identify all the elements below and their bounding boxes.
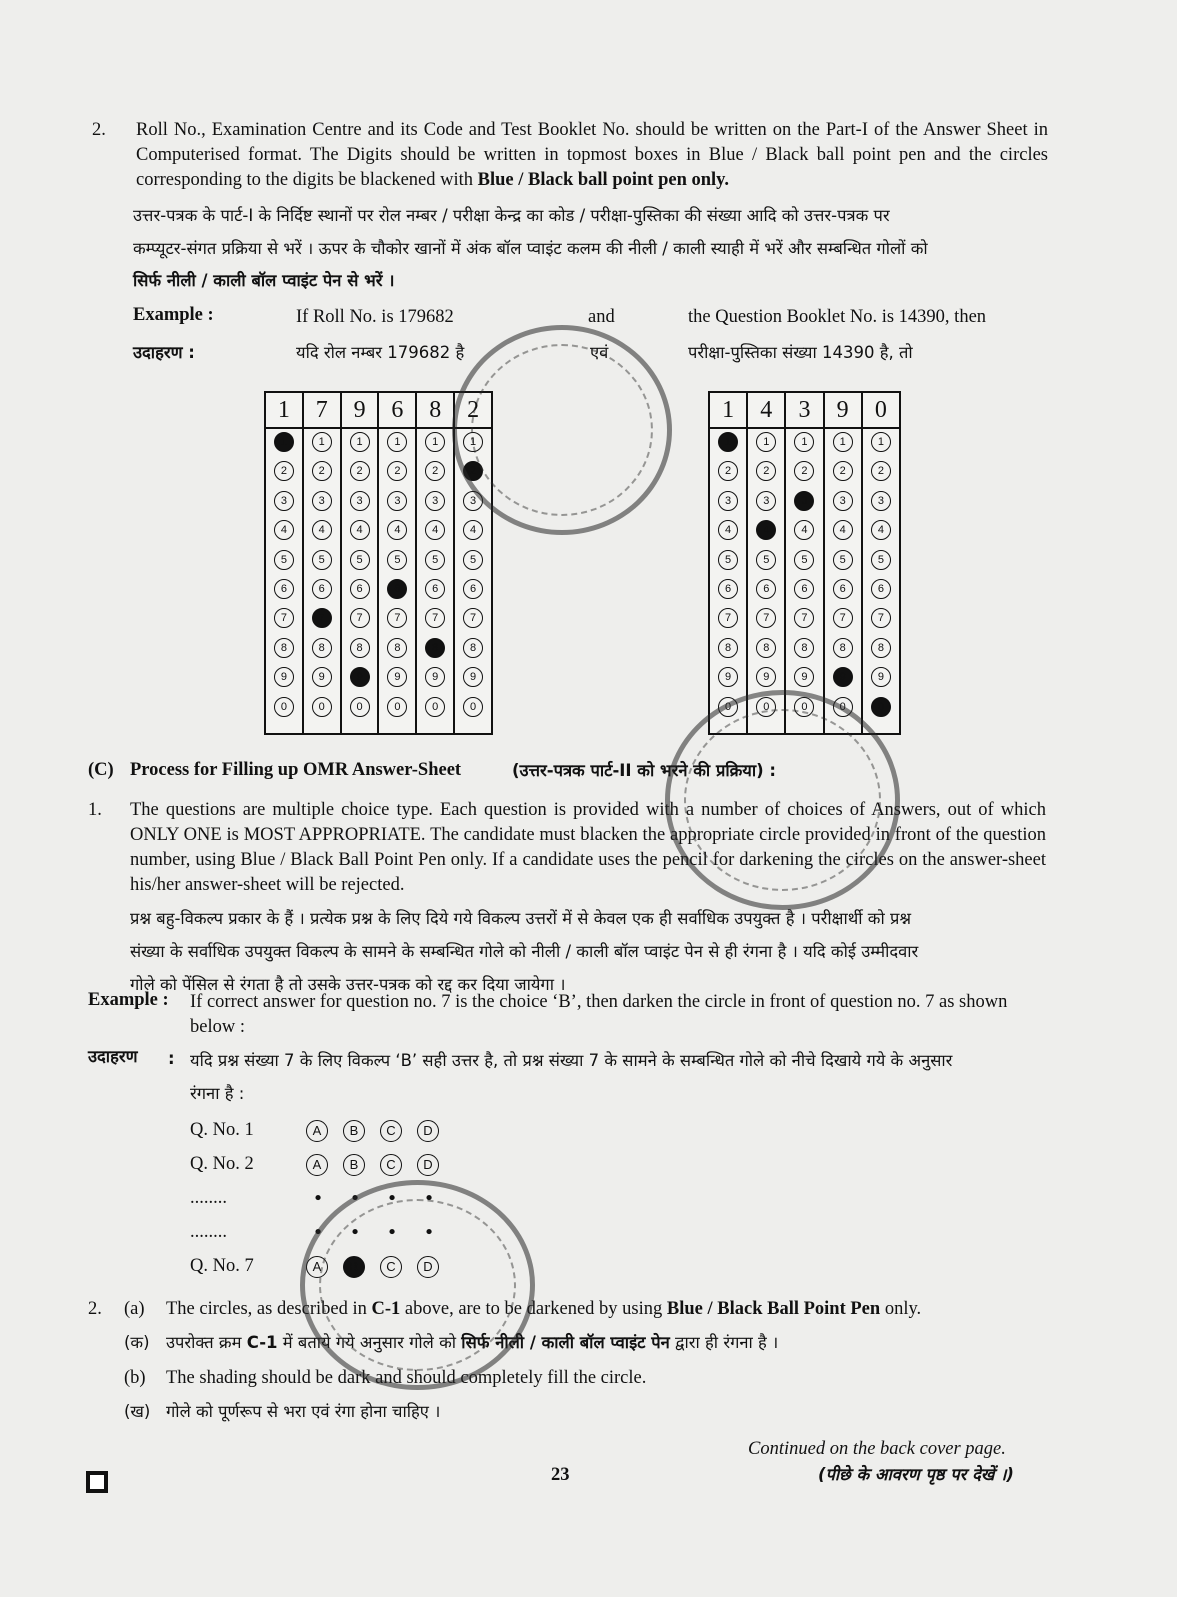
roll-bubble-filled: 7 <box>312 608 332 628</box>
ellipsis-dot: • <box>312 1188 324 1209</box>
answer-demo-row <box>190 1152 454 1178</box>
example-booklet-hi: परीक्षा-पुस्तिका संख्या 14390 है, तो <box>688 343 913 362</box>
c2-ka-post: द्वारा ही रंगना है । <box>669 1333 779 1352</box>
roll-bubble: 4 <box>463 520 483 540</box>
booklet-bubble: 5 <box>756 550 776 570</box>
booklet-bubble-filled: 3 <box>794 491 814 511</box>
roll-bubble: 4 <box>387 520 407 540</box>
roll-bubble: 5 <box>312 550 332 570</box>
roll-bubble: 4 <box>274 520 294 540</box>
booklet-bubble: 4 <box>794 520 814 540</box>
booklet-bubble: 2 <box>794 461 814 481</box>
board-stamp-icon <box>300 1180 535 1390</box>
roll-bubble: 1 <box>425 432 445 452</box>
roll-bubble: 3 <box>274 491 294 511</box>
c1-hindi-line3: गोले को पेंसिल से रंगता है तो उसके उत्तर-पत्रक को रद्द कर दिया जायेगा । <box>130 975 566 994</box>
roll-bubble-filled: 6 <box>387 579 407 599</box>
roll-bubble: 7 <box>350 608 370 628</box>
roll-bubble: 2 <box>350 461 370 481</box>
answer-option-bubble: D <box>417 1256 439 1278</box>
roll-bubble: 7 <box>425 608 445 628</box>
roll-bubble: 7 <box>274 608 294 628</box>
roll-digit-box: 9 <box>341 392 379 428</box>
booklet-bubble: 4 <box>871 520 891 540</box>
booklet-digit-box: 4 <box>747 392 785 428</box>
booklet-bubble: 4 <box>718 520 738 540</box>
roll-bubble: 7 <box>387 608 407 628</box>
example-and-hi: एवं <box>590 343 609 362</box>
example-label-en: Example : <box>133 305 214 325</box>
answer-option-bubble: A <box>306 1256 328 1278</box>
roll-bubble-row <box>265 428 492 734</box>
roll-bubble: 6 <box>312 579 332 599</box>
question-number-label: Q. No. 7 <box>190 1256 254 1276</box>
c2-ka-bold: सिर्फ नीली / काली बॉल प्वाइंट पेन <box>461 1333 670 1352</box>
answer-option-bubble: C <box>380 1256 402 1278</box>
c1-hindi-line2: संख्या के सर्वाधिक उपयुक्त विकल्प के सामने के सम्बन्धित गोले को नीली / काली बॉल प्वाइंट पेन से ही रंगना है । यदि कोई उम्मीदवार <box>130 942 919 961</box>
c2-b-text: The shading should be dark and should completely fill the circle. <box>166 1368 647 1388</box>
roll-bubble: 1 <box>350 432 370 452</box>
board-stamp-icon <box>665 690 900 910</box>
answer-option-bubble: B <box>343 1154 365 1176</box>
answer-option-bubble: B <box>343 1120 365 1142</box>
answer-demo-row <box>190 1118 454 1144</box>
roll-bubble: 6 <box>350 579 370 599</box>
booklet-bubble: 3 <box>718 491 738 511</box>
booklet-bubble: 8 <box>871 638 891 658</box>
roll-digit-box: 8 <box>416 392 454 428</box>
c2-a-ref: C-1 <box>371 1299 401 1319</box>
booklet-bubble: 9 <box>794 667 814 687</box>
example2-text-hi-line2: रंगना है : <box>190 1084 245 1103</box>
booklet-bubble-row <box>709 428 900 734</box>
booklet-bubble: 5 <box>871 550 891 570</box>
roll-bubble: 4 <box>350 520 370 540</box>
roll-bubble: 3 <box>350 491 370 511</box>
roll-bubble-column <box>265 428 303 734</box>
ellipsis-dot: • <box>349 1222 361 1243</box>
roll-bubble: 0 <box>312 697 332 717</box>
roll-bubble: 2 <box>387 461 407 481</box>
c1-text-en: The questions are multiple choice type. Each question is provided with a number of choices of Answers, out of which ONLY ONE is MOST APPROPRIATE. The candidate must blacken the appropriate circle provided in front of the question number, using Blue / Black Ball Point Pen only. If a candidate uses the pencil for darkening the circles on the answer-sheet his/her answer-sheet will be rejected. <box>130 800 1046 895</box>
booklet-bubble-column <box>747 428 785 734</box>
item2-hindi-line3: सिर्फ नीली / काली बॉल प्वाइंट पेन से भरें । <box>133 271 395 290</box>
roll-bubble: 5 <box>425 550 445 570</box>
c2-ka-ref: C-1 <box>246 1333 278 1352</box>
booklet-bubble-column <box>785 428 823 734</box>
booklet-bubble: 7 <box>871 608 891 628</box>
roll-bubble: 1 <box>312 432 332 452</box>
roll-bubble: 2 <box>425 461 445 481</box>
roll-bubble: 9 <box>312 667 332 687</box>
example2-text-en: If correct answer for question no. 7 is the choice ‘B’, then darken the circle in front of question no. 7 as shown below : <box>190 992 1008 1037</box>
omr-corner-mark-icon <box>86 1471 108 1493</box>
roll-bubble: 6 <box>463 579 483 599</box>
booklet-bubble: 5 <box>833 550 853 570</box>
ellipsis-dot: • <box>312 1222 324 1243</box>
c2-a-label: (a) <box>124 1299 145 1319</box>
booklet-bubble: 8 <box>718 638 738 658</box>
answer-option-bubble: C <box>380 1154 402 1176</box>
answer-option-bubble: C <box>380 1120 402 1142</box>
booklet-bubble: 0 <box>718 697 738 717</box>
example2-text-hi-line1: यदि प्रश्न संख्या 7 के लिए विकल्प ‘B’ सही उत्तर है, तो प्रश्न संख्या 7 के सामने के सम्बन्धित गोले को नीचे दिखाये गये के अनुसार <box>190 1051 953 1070</box>
booklet-bubble: 1 <box>794 432 814 452</box>
roll-bubble: 6 <box>274 579 294 599</box>
booklet-bubble: 0 <box>833 697 853 717</box>
roll-bubble: 7 <box>463 608 483 628</box>
booklet-bubble: 1 <box>833 432 853 452</box>
booklet-bubble: 1 <box>871 432 891 452</box>
roll-bubble-filled: 1 <box>274 432 294 452</box>
booklet-bubble-filled: 0 <box>871 697 891 717</box>
question-number-label: Q. No. 1 <box>190 1120 254 1140</box>
booklet-bubble: 6 <box>871 579 891 599</box>
roll-bubble: 3 <box>463 491 483 511</box>
roll-digit-box: 2 <box>454 392 492 428</box>
roll-bubble-filled: 2 <box>463 461 483 481</box>
roll-bubble-filled: 8 <box>425 638 445 658</box>
question-number-label: ........ <box>190 1222 227 1242</box>
item2-instructions-en <box>136 118 1048 193</box>
booklet-bubble: 2 <box>756 461 776 481</box>
roll-bubble: 6 <box>425 579 445 599</box>
booklet-bubble: 1 <box>756 432 776 452</box>
ellipsis-dot: • <box>423 1188 435 1209</box>
c2-ka-pre: उपरोक्त क्रम <box>166 1333 247 1352</box>
booklet-bubble: 6 <box>794 579 814 599</box>
booklet-bubble: 9 <box>718 667 738 687</box>
example-roll-en: If Roll No. is 179682 <box>296 307 454 327</box>
c2-a-pre: The circles, as described in <box>166 1299 372 1319</box>
roll-bubble: 3 <box>387 491 407 511</box>
example2-label-en: Example : <box>88 990 169 1010</box>
section-c-label: (C) <box>88 760 114 780</box>
continued-en: Continued on the back cover page. <box>748 1439 1006 1459</box>
c1-number: 1. <box>88 800 102 820</box>
roll-bubble: 2 <box>274 461 294 481</box>
booklet-bubble-filled: 9 <box>833 667 853 687</box>
roll-digit-box: 1 <box>265 392 303 428</box>
roll-bubble: 5 <box>274 550 294 570</box>
roll-bubble-filled: 9 <box>350 667 370 687</box>
booklet-bubble: 4 <box>833 520 853 540</box>
roll-bubble: 0 <box>350 697 370 717</box>
booklet-bubble: 7 <box>756 608 776 628</box>
roll-bubble: 5 <box>350 550 370 570</box>
roll-bubble: 8 <box>274 638 294 658</box>
ellipsis-dot: • <box>386 1188 398 1209</box>
booklet-bubble: 9 <box>756 667 776 687</box>
roll-bubble-column <box>378 428 416 734</box>
item2-hindi-line2: कम्प्यूटर-संगत प्रक्रिया से भरें । ऊपर के चौकोर खानों में अंक बॉल प्वाइंट कलम की नीली / काली स्याही में भरें और सम्बन्धित गोलों को <box>133 239 928 258</box>
item2-text-bold: Blue / Black ball point pen only. <box>477 170 730 190</box>
c2-a-mid: above, are to be darkened by using <box>400 1299 667 1319</box>
item2-text: Roll No., Examination Centre and its Code and Test Booklet No. should be written on the Part-I of the Answer Sheet in Computerised format. The Digits should be written in topmost boxes in Blue / Black ball point pen and the circles corresponding to the digits be blackened with <box>136 120 1048 190</box>
booklet-bubble-filled: 4 <box>756 520 776 540</box>
c1-hindi-line1: प्रश्न बहु-विकल्प प्रकार के हैं । प्रत्येक प्रश्न के लिए दिये गये विकल्प उत्तरों में से केवल एक ही सर्वाधिक उपयुक्त है । परीक्षार्थी को प्रश्न <box>130 909 912 928</box>
booklet-bubble: 8 <box>794 638 814 658</box>
booklet-bubble: 6 <box>756 579 776 599</box>
booklet-digit-box: 0 <box>862 392 900 428</box>
roll-bubble: 4 <box>312 520 332 540</box>
booklet-bubble: 0 <box>794 697 814 717</box>
booklet-number-omr-grid <box>708 391 901 735</box>
board-stamp-icon <box>452 325 672 535</box>
answer-option-bubble: D <box>417 1154 439 1176</box>
roll-bubble: 1 <box>463 432 483 452</box>
section-c-title-hi: (उत्तर-पत्रक पार्ट-II को भरने की प्रक्रिया) : <box>512 761 777 780</box>
roll-bubble-column <box>303 428 341 734</box>
question-number-label: Q. No. 2 <box>190 1154 254 1174</box>
booklet-bubble: 8 <box>833 638 853 658</box>
booklet-bubble: 8 <box>756 638 776 658</box>
booklet-bubble: 3 <box>756 491 776 511</box>
answer-option-bubble: A <box>306 1154 328 1176</box>
item2-hindi-line1: उत्तर-पत्रक के पार्ट-I के निर्दिष्ट स्थानों पर रोल नम्बर / परीक्षा केन्द्र का कोड / परीक्षा-पुस्तिका की संख्या आदि को उत्तर-पत्रक पर <box>133 206 890 225</box>
ellipsis-dot: • <box>386 1222 398 1243</box>
roll-digit-box: 7 <box>303 392 341 428</box>
booklet-bubble: 6 <box>718 579 738 599</box>
roll-bubble: 8 <box>387 638 407 658</box>
booklet-bubble: 3 <box>833 491 853 511</box>
answer-option-bubble: D <box>417 1120 439 1142</box>
answer-option-filled: B <box>343 1256 365 1278</box>
c2-number: 2. <box>88 1299 102 1319</box>
c2-a-bold: Blue / Black Ball Point Pen <box>666 1299 881 1319</box>
booklet-bubble: 6 <box>833 579 853 599</box>
question-number-label: ........ <box>190 1188 227 1208</box>
c2-ka-mid: में बताये गये अनुसार गोले को <box>277 1333 462 1352</box>
booklet-bubble: 3 <box>871 491 891 511</box>
continued-hi: (पीछे के आवरण पृष्ठ पर देखें ।) <box>818 1465 1014 1484</box>
booklet-bubble: 7 <box>794 608 814 628</box>
roll-bubble-column <box>341 428 379 734</box>
roll-bubble: 0 <box>463 697 483 717</box>
ellipsis-dot: • <box>349 1188 361 1209</box>
c2-ka-label: (क) <box>124 1333 150 1352</box>
c2-kha-label: (ख) <box>124 1402 151 1421</box>
booklet-digit-box: 1 <box>709 392 747 428</box>
booklet-bubble: 2 <box>833 461 853 481</box>
booklet-bubble-filled: 1 <box>718 432 738 452</box>
example2-colon: : <box>168 1049 175 1068</box>
booklet-bubble: 7 <box>718 608 738 628</box>
roll-bubble: 5 <box>387 550 407 570</box>
booklet-digit-row <box>709 392 900 428</box>
c2-b-label: (b) <box>124 1368 146 1388</box>
booklet-bubble: 2 <box>871 461 891 481</box>
c2-a-text <box>166 1297 921 1322</box>
example-roll-hi: यदि रोल नम्बर 179682 है <box>296 343 465 362</box>
booklet-bubble: 5 <box>794 550 814 570</box>
roll-bubble: 0 <box>387 697 407 717</box>
booklet-bubble: 9 <box>871 667 891 687</box>
roll-bubble: 3 <box>312 491 332 511</box>
roll-bubble: 4 <box>425 520 445 540</box>
example-label-hi: उदाहरण : <box>133 343 195 362</box>
roll-bubble: 5 <box>463 550 483 570</box>
section-c-title-en: Process for Filling up OMR Answer-Sheet <box>130 760 462 780</box>
roll-bubble: 0 <box>274 697 294 717</box>
roll-bubble-column <box>416 428 454 734</box>
c2-a-post: only. <box>880 1299 922 1319</box>
roll-bubble: 3 <box>425 491 445 511</box>
roll-bubble: 8 <box>350 638 370 658</box>
roll-bubble: 2 <box>312 461 332 481</box>
roll-bubble: 9 <box>425 667 445 687</box>
booklet-bubble-column <box>824 428 862 734</box>
roll-bubble: 9 <box>463 667 483 687</box>
booklet-bubble: 0 <box>756 697 776 717</box>
c2-kha-text: गोले को पूर्णरूप से भरा एवं रंगा होना चाहिए । <box>166 1402 441 1421</box>
item2-number: 2. <box>92 120 106 140</box>
answer-option-bubble: A <box>306 1120 328 1142</box>
ellipsis-dot: • <box>423 1222 435 1243</box>
example2-label-hi: उदाहरण <box>88 1047 138 1066</box>
booklet-digit-box: 9 <box>824 392 862 428</box>
roll-bubble: 8 <box>312 638 332 658</box>
example-and-en: and <box>588 307 615 327</box>
booklet-digit-box: 3 <box>785 392 823 428</box>
roll-bubble: 1 <box>387 432 407 452</box>
example-booklet-en: the Question Booklet No. is 14390, then <box>688 307 987 327</box>
roll-digit-box: 6 <box>378 392 416 428</box>
page-number: 23 <box>551 1465 570 1485</box>
booklet-bubble-column <box>862 428 900 734</box>
booklet-bubble: 2 <box>718 461 738 481</box>
roll-bubble: 0 <box>425 697 445 717</box>
booklet-bubble-column <box>709 428 747 734</box>
roll-bubble: 9 <box>387 667 407 687</box>
booklet-bubble: 7 <box>833 608 853 628</box>
booklet-bubble: 5 <box>718 550 738 570</box>
roll-bubble: 8 <box>463 638 483 658</box>
roll-bubble: 9 <box>274 667 294 687</box>
